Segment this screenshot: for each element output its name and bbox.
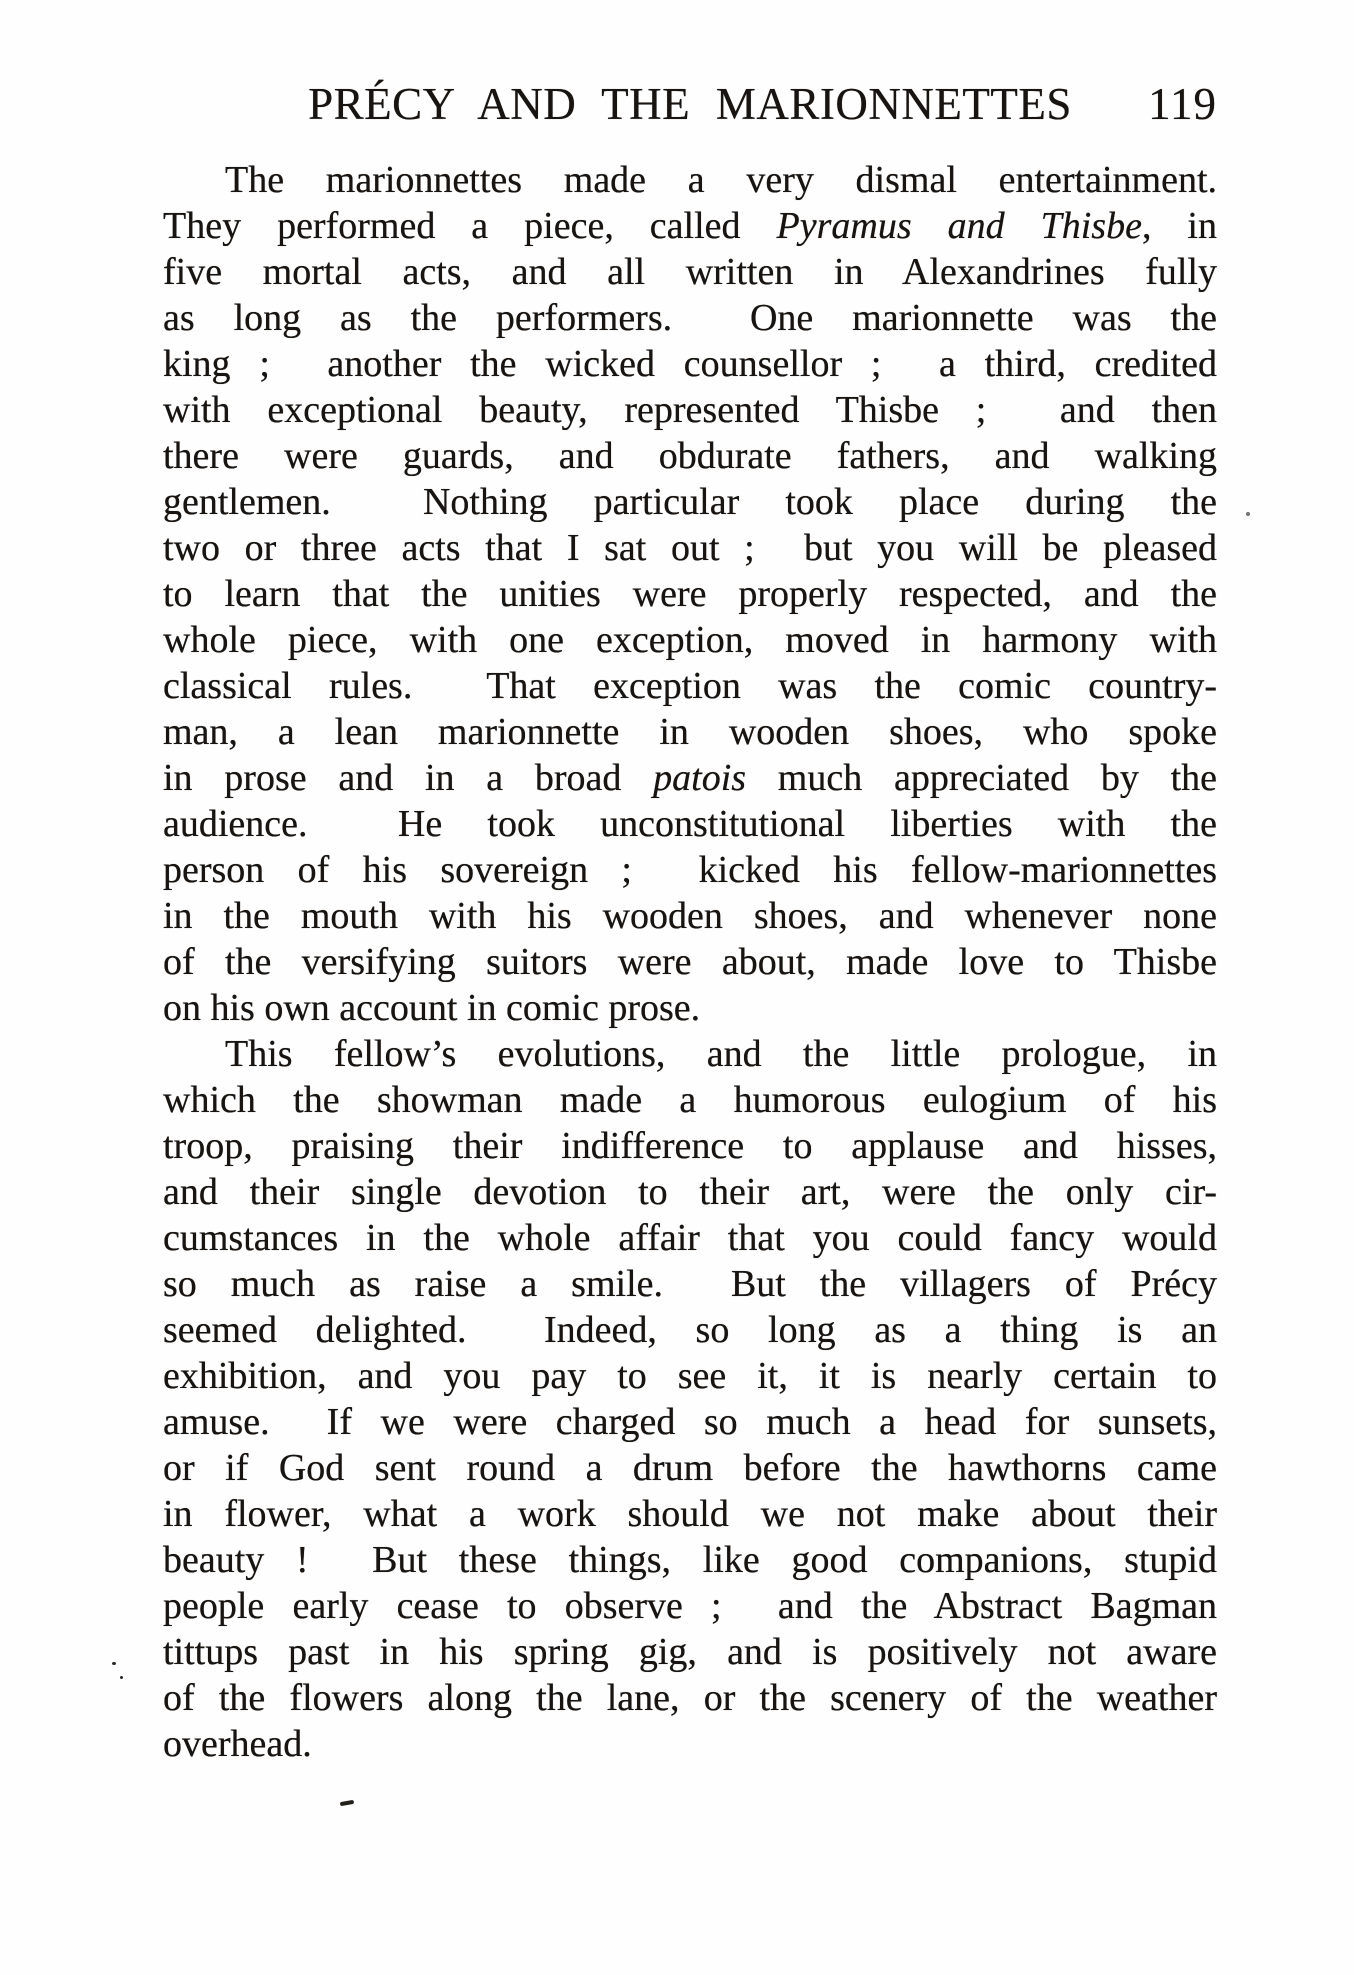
text-line: person of his sovereign ; kicked his fellow-marionnettes bbox=[163, 849, 1217, 891]
page-text bbox=[163, 157, 1217, 1767]
text-line: exhibition, and you pay to see it, it is nearly certain to bbox=[163, 1355, 1217, 1397]
text-line: two or three acts that I sat out ; but you will be pleased bbox=[163, 527, 1217, 569]
text-line: The marionnettes made a very dismal entertainment. bbox=[225, 159, 1217, 201]
text-line: tittups past in his spring gig, and is positively not aware bbox=[163, 1631, 1217, 1673]
text-line: five mortal acts, and all written in Alexandrines fully bbox=[163, 251, 1217, 293]
text-line: as long as the performers. One marionnette was the bbox=[163, 297, 1217, 339]
text-line: to learn that the unities were properly respected, and the bbox=[163, 573, 1217, 615]
text-line: classical rules. That exception was the comic country- bbox=[163, 665, 1217, 707]
running-header bbox=[163, 81, 1217, 127]
text-line: which the showman made a humorous eulogium of his bbox=[163, 1079, 1217, 1121]
text-line: king ; another the wicked counsellor ; a third, credited bbox=[163, 343, 1217, 385]
paragraph bbox=[163, 157, 1217, 1031]
text-line: in flower, what a work should we not make about their bbox=[163, 1493, 1217, 1535]
text-line: audience. He took unconstitutional liberties with the bbox=[163, 803, 1217, 845]
text-line: or if God sent round a drum before the hawthorns came bbox=[163, 1447, 1217, 1489]
text-line: people early cease to observe ; and the Abstract Bagman bbox=[163, 1585, 1217, 1627]
text-line: This fellow’s evolutions, and the little prologue, in bbox=[225, 1033, 1217, 1075]
text-line: in prose and in a broad patois much appreciated by the bbox=[163, 757, 1217, 799]
text-line: of the versifying suitors were about, made love to Thisbe bbox=[163, 941, 1217, 983]
text-line: so much as raise a smile. But the villagers of Précy bbox=[163, 1263, 1217, 1305]
scan-speck bbox=[120, 1676, 123, 1679]
paragraph bbox=[163, 1031, 1217, 1767]
text-line: troop, praising their indifference to applause and hisses, bbox=[163, 1125, 1217, 1167]
chapter-title: PRÉCY AND THE MARIONNETTES bbox=[308, 79, 1072, 129]
scan-speck bbox=[1246, 512, 1250, 516]
text-line: beauty ! But these things, like good companions, stupid bbox=[163, 1539, 1217, 1581]
text-line: overhead. bbox=[163, 1723, 312, 1765]
text-line: They performed a piece, called Pyramus and Thisbe, in bbox=[163, 205, 1217, 247]
text-line: cumstances in the whole affair that you could fancy would bbox=[163, 1217, 1217, 1259]
text-line: amuse. If we were charged so much a head for sunsets, bbox=[163, 1401, 1217, 1443]
page-number: 119 bbox=[1148, 79, 1217, 129]
scan-speck bbox=[340, 1800, 354, 1806]
text-line: whole piece, with one exception, moved in harmony with bbox=[163, 619, 1217, 661]
text-line: of the flowers along the lane, or the scenery of the weather bbox=[163, 1677, 1217, 1719]
text-line: man, a lean marionnette in wooden shoes, who spoke bbox=[163, 711, 1217, 753]
text-line: in the mouth with his wooden shoes, and whenever none bbox=[163, 895, 1217, 937]
text-line: with exceptional beauty, represented Thisbe ; and then bbox=[163, 389, 1217, 431]
text-line: seemed delighted. Indeed, so long as a thing is an bbox=[163, 1309, 1217, 1351]
scan-speck bbox=[112, 1662, 116, 1665]
text-line: on his own account in comic prose. bbox=[163, 987, 701, 1029]
text-line: gentlemen. Nothing particular took place during the bbox=[163, 481, 1217, 523]
text-line: and their single devotion to their art, were the only cir- bbox=[163, 1171, 1217, 1213]
text-line: there were guards, and obdurate fathers, and walking bbox=[163, 435, 1217, 477]
